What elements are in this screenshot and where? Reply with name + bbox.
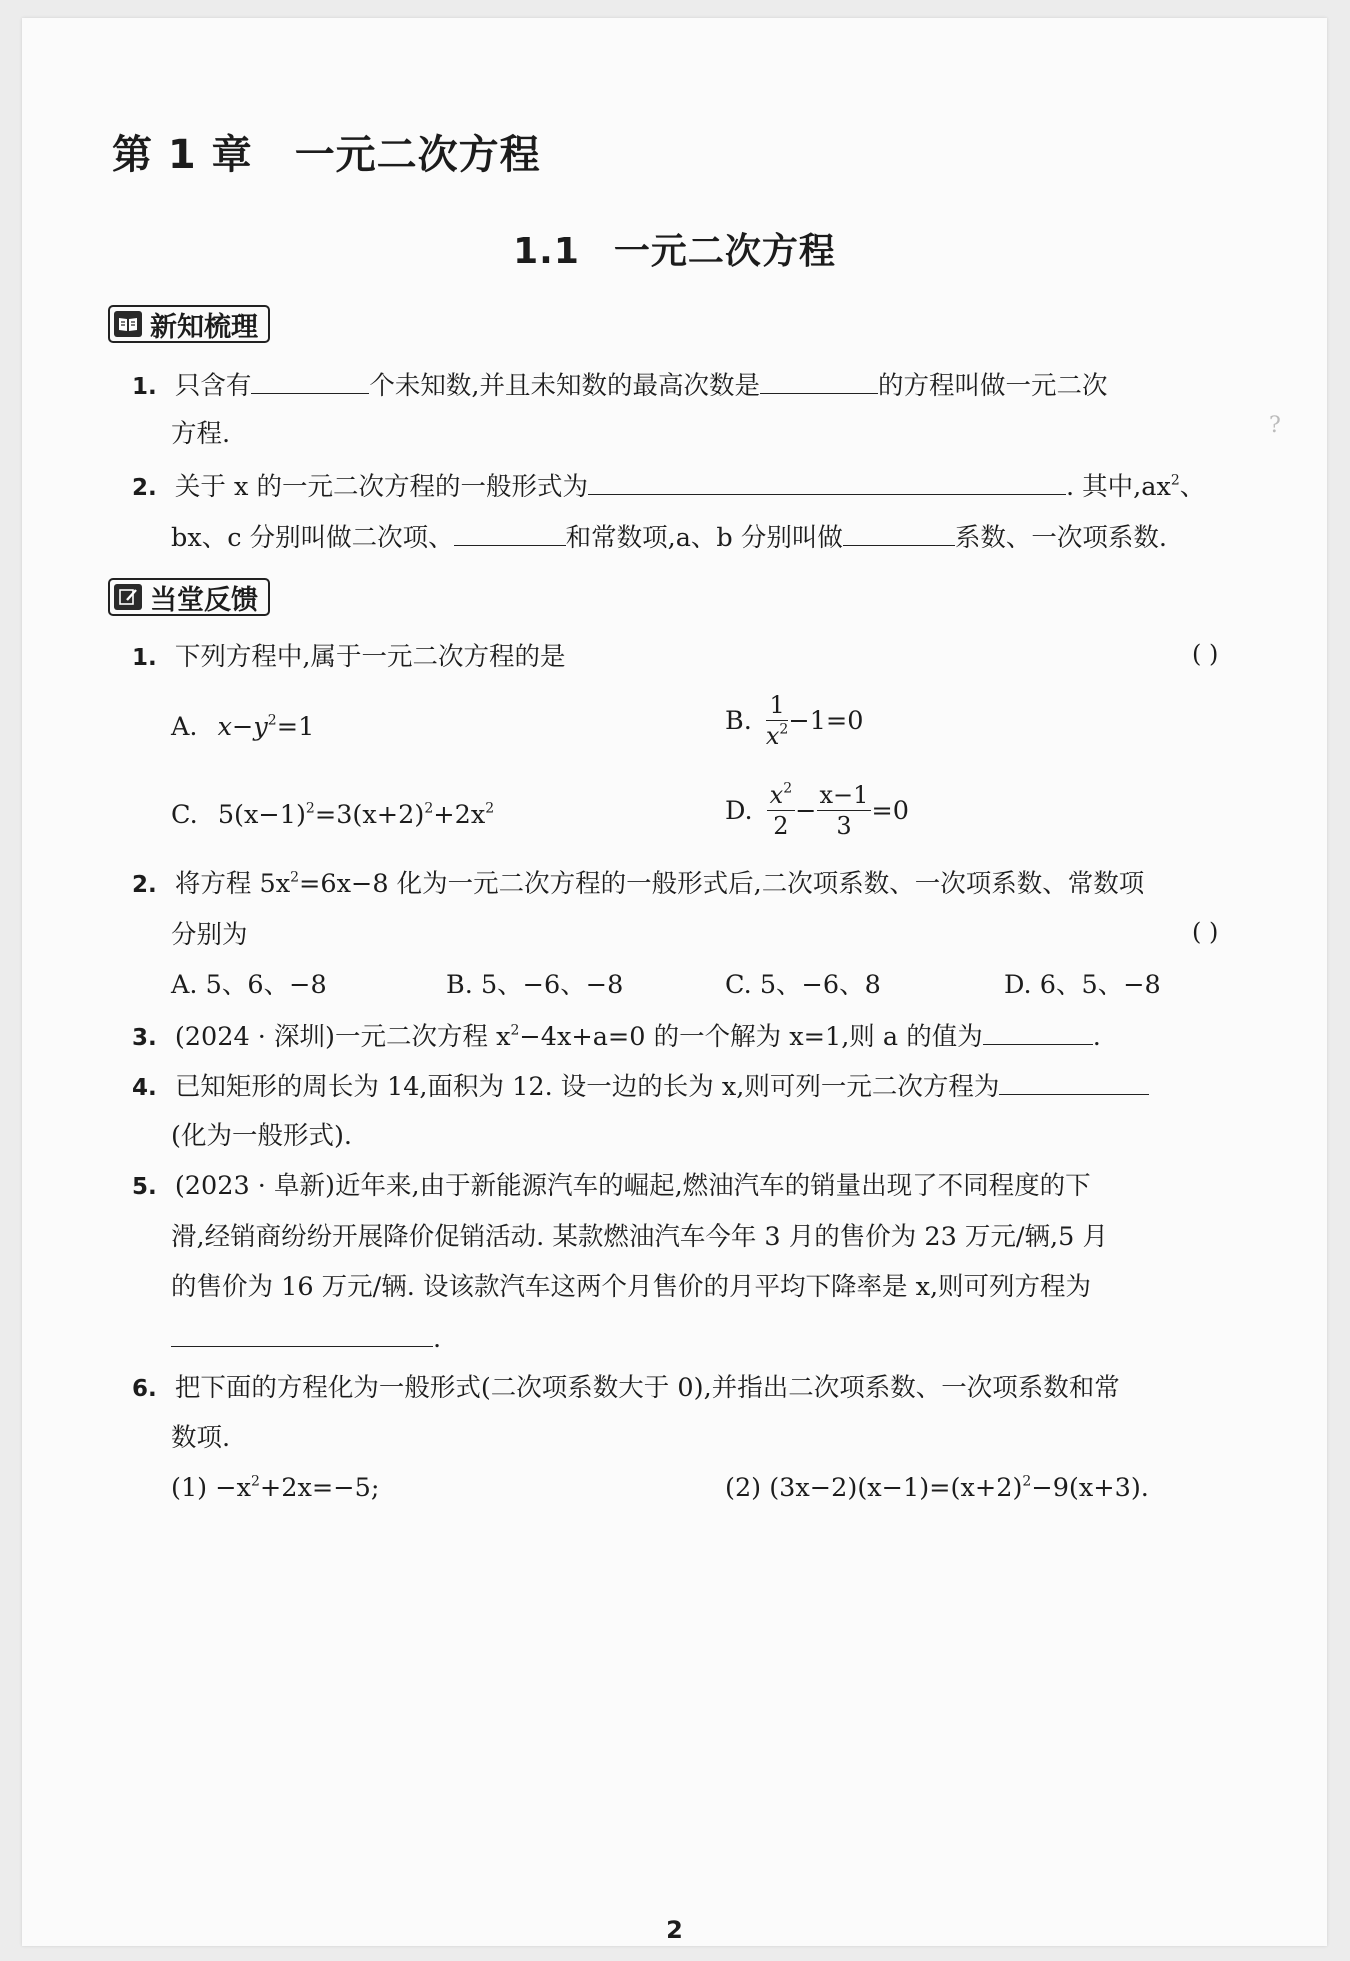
- answer-blank[interactable]: [999, 1068, 1149, 1095]
- question-text: bx、c 分别叫做二次项、: [171, 523, 454, 553]
- question-text: 和常数项,a、b 分别叫做: [565, 523, 843, 553]
- exponent: 2: [424, 800, 434, 817]
- practice-question-4-cont: (化为一般形式).: [171, 1121, 353, 1151]
- chapter-title: 一元二次方程: [294, 132, 541, 178]
- question-number: 1.: [132, 374, 157, 400]
- numerator: 1: [766, 690, 787, 721]
- question-number: 6.: [132, 1376, 157, 1402]
- answer-blank[interactable]: [171, 1320, 433, 1347]
- practice-question-6-cont: 数项.: [171, 1423, 231, 1453]
- answer-blank[interactable]: [983, 1018, 1093, 1045]
- question-text: 下列方程中,属于一元二次方程的是: [174, 642, 566, 672]
- exponent: 2: [305, 800, 315, 817]
- question-text: (1) −x: [171, 1473, 251, 1503]
- practice-question-5-line2: 滑,经销商纷纷开展降价促销活动. 某款燃油汽车今年 3 月的售价为 23 万元/辆,5 月: [171, 1222, 1108, 1252]
- practice-question-3: [132, 1018, 1101, 1055]
- option-b[interactable]: B. 5、−6、−8: [446, 970, 624, 1000]
- denominator: 3: [836, 812, 852, 840]
- option-text: =0: [871, 795, 910, 826]
- option-text: −: [795, 795, 817, 826]
- option-text: =3(x+2): [314, 800, 425, 830]
- option-text: x−y: [217, 712, 268, 742]
- question-text: 已知矩形的周长为 14,面积为 12. 设一边的长为 x,则可列一元二次方程为: [174, 1072, 1000, 1102]
- answer-blank[interactable]: [454, 519, 566, 546]
- answer-blank[interactable]: [760, 367, 878, 394]
- review-question-1: [132, 367, 1108, 404]
- review-question-1-cont: 方程.: [171, 419, 231, 449]
- numerator: x−1: [817, 780, 872, 811]
- practice-question-2-cont: 分别为: [171, 920, 248, 950]
- option-text: −1=0: [788, 705, 864, 736]
- question-text: 把下面的方程化为一般形式(二次项系数大于 0),并指出二次项系数、一次项系数和常: [174, 1373, 1120, 1403]
- pencil-icon: [114, 584, 142, 610]
- subquestion-1: [171, 1471, 379, 1505]
- option-label: C.: [171, 800, 198, 830]
- option-a[interactable]: [171, 710, 314, 744]
- question-text: 系数、一次项系数.: [954, 523, 1167, 553]
- practice-question-2: [132, 867, 1144, 902]
- option-label: B.: [725, 705, 752, 736]
- option-label: D.: [725, 795, 753, 826]
- fraction: [766, 690, 788, 751]
- question-number: 5.: [132, 1174, 157, 1200]
- question-number: 2.: [132, 475, 157, 501]
- question-number: 1.: [132, 645, 157, 671]
- question-number: 2.: [132, 872, 157, 898]
- subquestion-2: [725, 1471, 1149, 1505]
- option-text: +2x: [433, 800, 486, 830]
- question-text: (2) (3x−2)(x−1)=(x+2): [725, 1473, 1023, 1503]
- option-d[interactable]: D. 6、5、−8: [1004, 970, 1161, 1000]
- exponent: 2: [510, 1022, 520, 1039]
- option-a[interactable]: A. 5、6、−8: [171, 970, 327, 1000]
- practice-question-5-line4: [171, 1320, 441, 1356]
- question-text: 将方程 5x: [174, 869, 291, 899]
- margin-mark: ?: [1269, 413, 1281, 438]
- option-c[interactable]: C. 5、−6、8: [725, 970, 881, 1000]
- answer-blank[interactable]: [843, 519, 955, 546]
- option-d[interactable]: [725, 780, 909, 841]
- option-text: =1: [276, 712, 315, 742]
- answer-blank[interactable]: [588, 468, 1066, 495]
- fraction: [767, 780, 795, 841]
- practice-question-5: [132, 1169, 1091, 1204]
- worksheet-page: [22, 18, 1327, 1946]
- page-number: 2: [666, 1916, 683, 1944]
- question-text: −4x+a=0 的一个解为 x=1,则 a 的值为: [519, 1022, 983, 1052]
- question-text: .: [433, 1324, 442, 1354]
- exponent: 2: [1170, 472, 1180, 489]
- section-title: 一元二次方程: [613, 231, 836, 272]
- question-text: 关于 x 的一元二次方程的一般形式为: [174, 472, 588, 502]
- question-number: 4.: [132, 1075, 157, 1101]
- fraction: [817, 780, 872, 841]
- option-label: A.: [171, 712, 198, 742]
- denominator: $x^2$: [765, 721, 789, 750]
- numerator: $x^2$: [767, 780, 795, 811]
- question-text: (2023 · 阜新)近年来,由于新能源汽车的崛起,燃油汽车的销量出现了不同程度的下: [174, 1171, 1091, 1201]
- exponent: 2: [267, 712, 277, 729]
- question-text: 个未知数,并且未知数的最高次数是: [369, 371, 760, 401]
- answer-blank[interactable]: [251, 367, 369, 394]
- chapter-number: 第 1 章: [112, 132, 253, 178]
- exponent: 2: [290, 869, 299, 886]
- section-tag-label: 当堂反馈: [150, 584, 258, 616]
- practice-question-1: [132, 640, 565, 675]
- question-text: 、: [1179, 472, 1206, 502]
- section-number: 1.1: [513, 231, 580, 272]
- exponent: 2: [1022, 1473, 1032, 1490]
- question-text: 只含有: [174, 371, 252, 401]
- chapter-heading: [112, 123, 541, 180]
- practice-question-4: [132, 1068, 1149, 1105]
- section-tag-xinzhi: [108, 305, 270, 343]
- question-text: −9(x+3).: [1031, 1473, 1149, 1503]
- exponent: 2: [485, 800, 495, 817]
- question-text: =6x−8 化为一元二次方程的一般形式后,二次项系数、一次项系数、常数项: [299, 869, 1145, 899]
- exponent: 2: [250, 1473, 260, 1490]
- option-b[interactable]: [725, 690, 864, 751]
- question-text: .: [1092, 1022, 1101, 1052]
- option-c[interactable]: [171, 798, 494, 832]
- question-text: (2024 · 深圳)一元二次方程 x: [174, 1022, 511, 1052]
- question-number: 3.: [132, 1025, 157, 1051]
- book-icon: [114, 311, 142, 337]
- review-question-2-cont: [171, 519, 1167, 555]
- answer-parentheses[interactable]: ( ): [1192, 640, 1219, 668]
- answer-parentheses[interactable]: ( ): [1192, 918, 1219, 946]
- question-text: . 其中,ax: [1065, 472, 1171, 502]
- section-tag-label: 新知梳理: [150, 311, 258, 343]
- section-heading: [22, 223, 1327, 274]
- denominator: 2: [773, 812, 789, 840]
- question-text: 的方程叫做一元二次: [877, 371, 1108, 401]
- option-text: 5(x−1): [217, 800, 306, 830]
- practice-question-5-line3: 的售价为 16 万元/辆. 设该款汽车这两个月售价的月平均下降率是 x,则可列方程为: [171, 1272, 1092, 1302]
- section-tag-dangtang: [108, 578, 270, 616]
- question-text: +2x=−5;: [259, 1473, 380, 1503]
- practice-question-6: [132, 1371, 1120, 1406]
- review-question-2: [132, 468, 1205, 505]
